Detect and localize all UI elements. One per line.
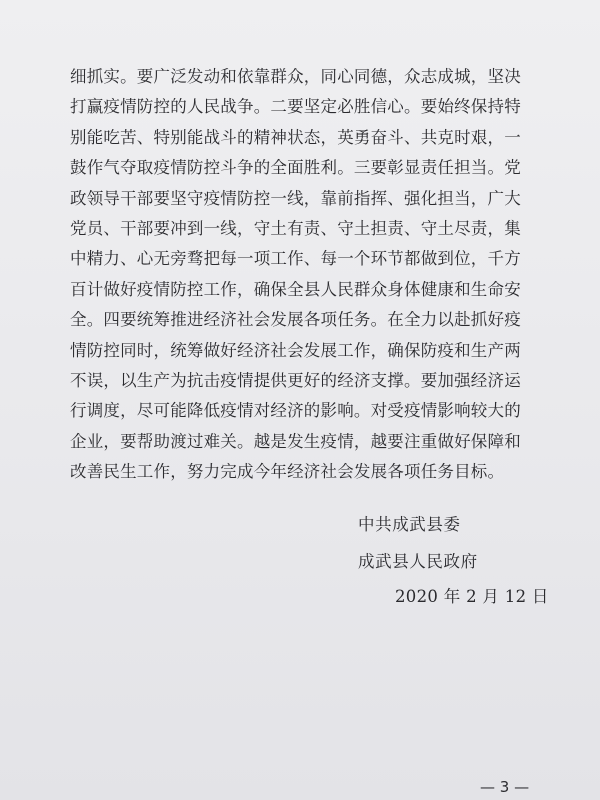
body-line: 打赢疫情防控的人民战争。二要坚定必胜信心。要始终保持特: [70, 97, 521, 117]
body-line: 企业，要帮助渡过难关。越是发生疫情，越要注重做好保障和: [70, 431, 521, 451]
signature-date: 2020 年 2 月 12 日: [395, 587, 549, 606]
body-line: 全。四要统筹推进经济社会发展各项任务。在全力以赴抓好疫: [70, 310, 521, 330]
body-line: 改善民生工作，努力完成今年经济社会发展各项任务目标。: [70, 462, 505, 482]
body-line: 行调度，尽可能降低疫情对经济的影响。对受疫情影响较大的: [70, 401, 521, 421]
signature-org-party-committee: 中共成武县委: [358, 515, 461, 534]
signature-org-government: 成武县人民政府: [358, 552, 478, 571]
body-line: 鼓作气夺取疫情防控斗争的全面胜利。三要彰显责任担当。党: [70, 158, 521, 178]
body-line: 不误，以生产为抗击疫情提供更好的经济支撑。要加强经济运: [70, 370, 521, 390]
body-line: 中精力、心无旁骛把每一项工作、每一个环节都做到位，千方: [70, 249, 521, 269]
body-line: 情防控同时，统筹做好经济社会发展工作，确保防疫和生产两: [70, 340, 521, 360]
document-body: [70, 62, 540, 487]
body-line: 政领导干部要坚守疫情防控一线，靠前指挥、强化担当，广大: [70, 188, 521, 208]
body-line: 别能吃苦、特别能战斗的精神状态，英勇奋斗、共克时艰，一: [70, 127, 521, 147]
page-number: — 3 —: [480, 778, 530, 796]
body-line: 百计做好疫情防控工作，确保全县人民群众身体健康和生命安: [70, 279, 521, 299]
body-line: 党员、干部要冲到一线，守土有责、守土担责、守土尽责，集: [70, 218, 521, 238]
body-line: 细抓实。要广泛发动和依靠群众，同心同德，众志成城，坚决: [70, 67, 521, 86]
